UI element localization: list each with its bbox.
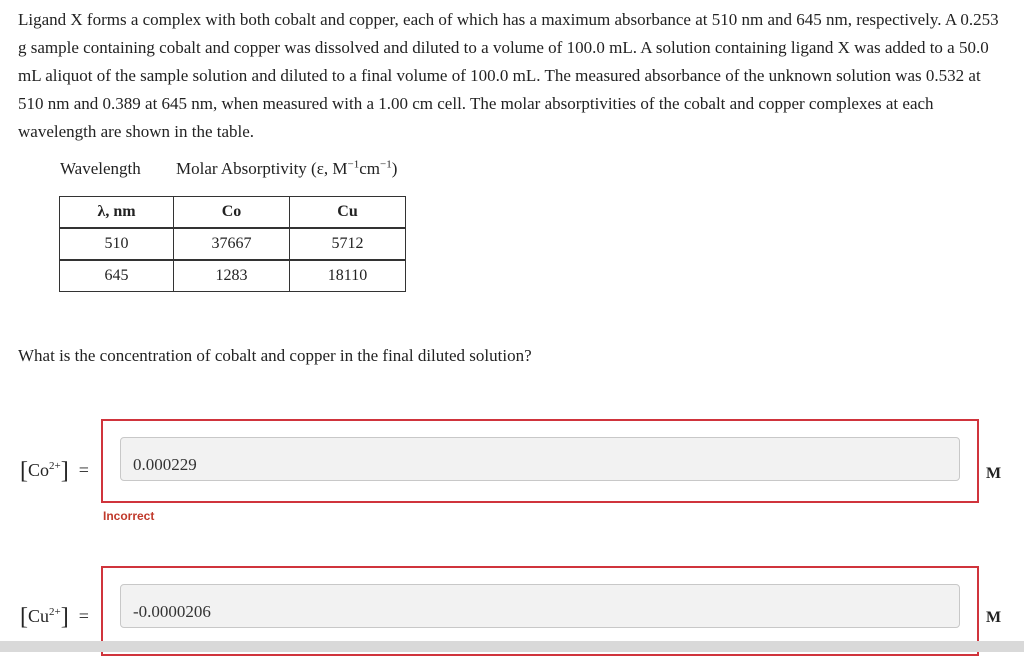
table-header-wavelength: λ, nm (60, 197, 174, 229)
cu-unit: M (986, 609, 1002, 626)
table-cell: 37667 (174, 228, 290, 260)
cu-label: $[Cu^{2+}]$ = (20, 604, 89, 630)
table-header-co: Co (174, 197, 290, 229)
table-caption-wavelength: Wavelength (60, 159, 141, 178)
question-text: What is the concentration of cobalt and copper in the final diluted solution? (18, 346, 532, 365)
table-cell: 1283 (174, 260, 290, 292)
table-row (60, 260, 406, 292)
table-cell: 645 (60, 260, 174, 292)
co-unit: M (986, 465, 1002, 482)
table-cell: 18110 (290, 260, 406, 292)
table-header-row (60, 197, 406, 229)
co-answer-input[interactable] (120, 437, 960, 481)
problem-statement: Ligand X forms a complex with both cobalt and copper, each of which has a maximum absorbance at 510 nm and 645 nm, respectively. A 0.253 g sample containing cobalt and copper was dissolved and diluted to a volume of 100.0 mL. A solution containing ligand X was added to a 50.0 mL aliquot of the sample solution and diluted to a final volume of 100.0 mL. The measured absorbance of the unknown solution was 0.532 at 510 nm and 0.389 at 645 nm, when measured with a 1.00 cm cell. The molar absorptivities of the cobalt and copper complexes at each wavelength are shown in the table. (18, 10, 999, 141)
absorptivity-table (59, 196, 406, 292)
table-caption-molar-absorptivity: Molar Absorptivity (ε, $M^{-1}cm^{-1}$) (176, 158, 398, 178)
co-label: $[Co^{2+}]$ = (20, 458, 89, 484)
table-cell: 5712 (290, 228, 406, 260)
horizontal-scrollbar[interactable] (0, 641, 1024, 652)
table-cell: 510 (60, 228, 174, 260)
table-header-cu: Cu (290, 197, 406, 229)
cu-answer-input[interactable] (120, 584, 960, 628)
co-status-incorrect: Incorrect (103, 509, 155, 523)
table-row (60, 228, 406, 260)
